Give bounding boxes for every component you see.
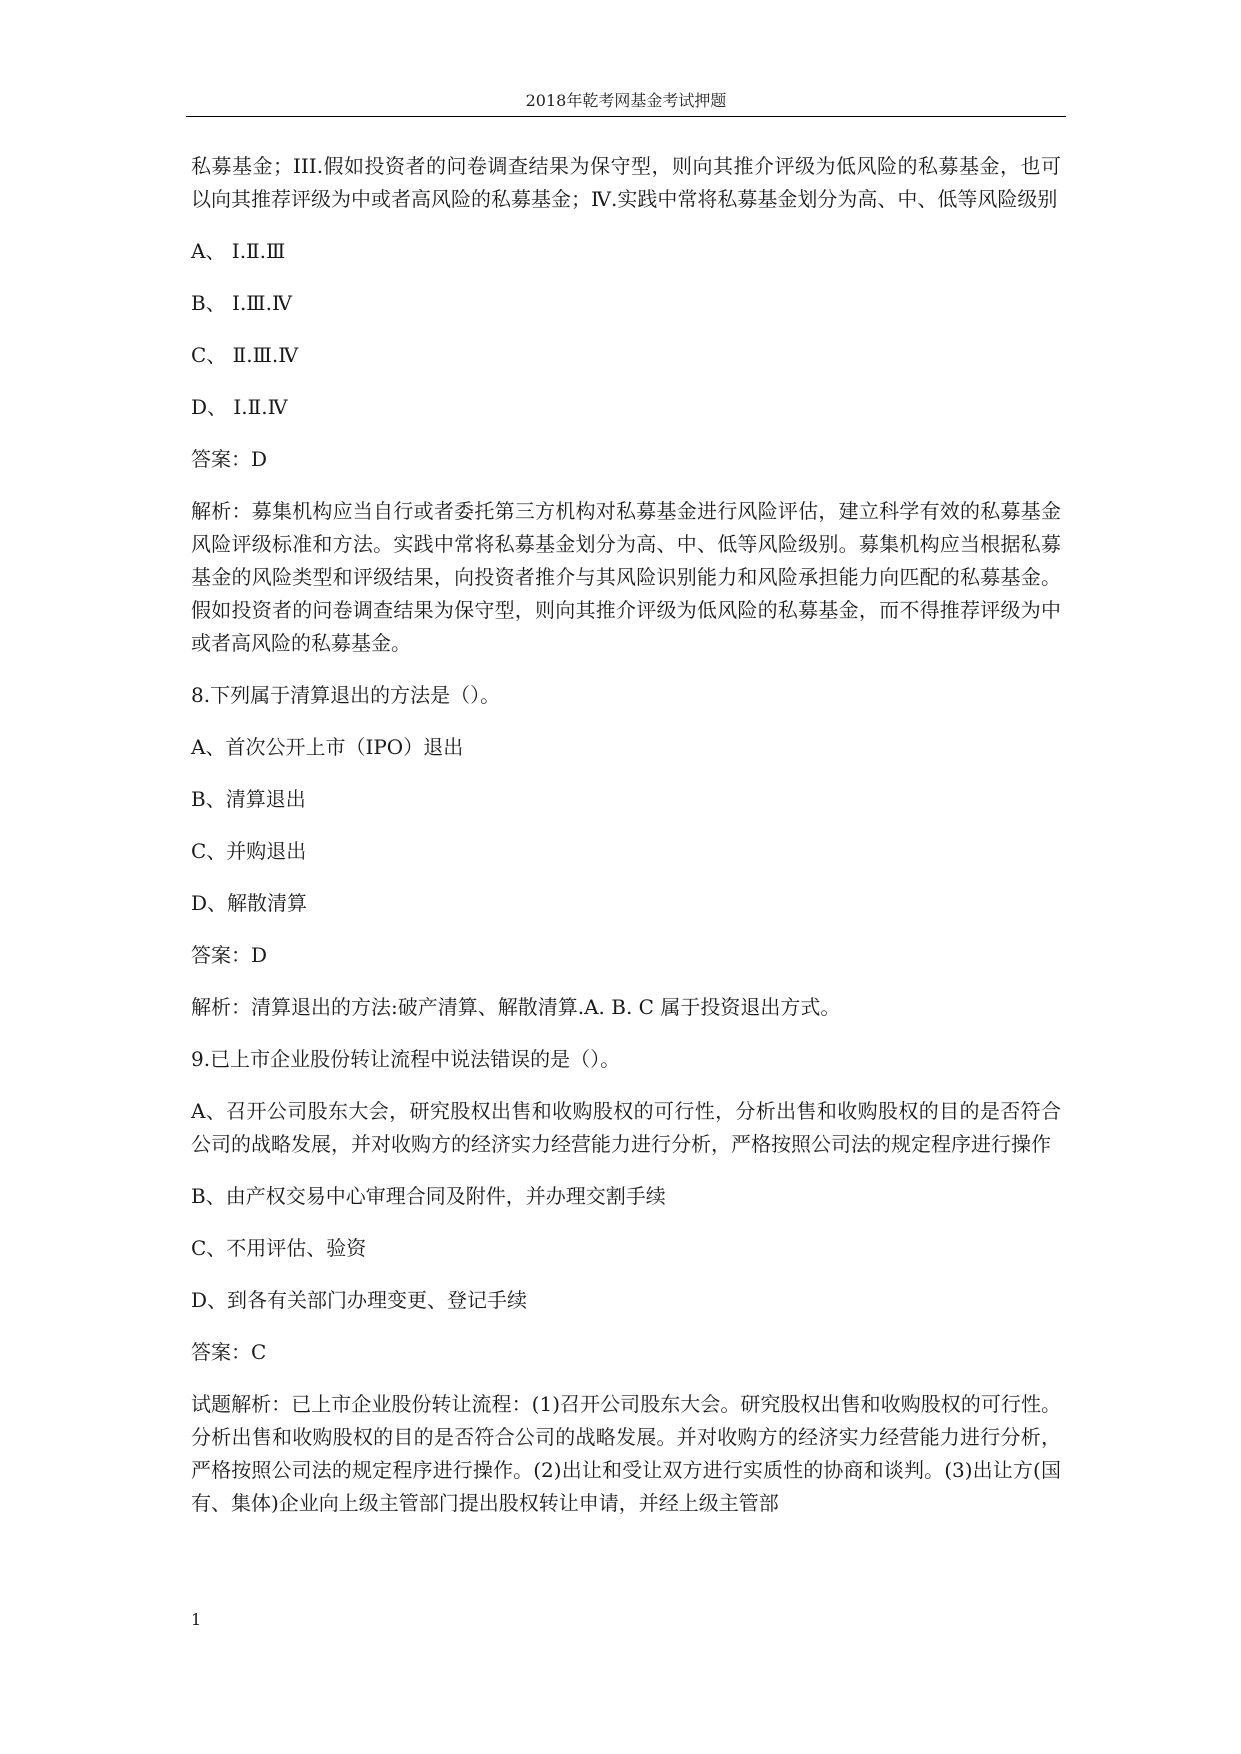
option-a: A、召开公司股东大会，研究股权出售和收购股权的可行性，分析出售和收购股权的目的是否符合公司的战略发展，并对收购方的经济实力经营能力进行分析，严格按照公司法的规定程序进行操作 (191, 1099, 1061, 1156)
option-c: C、 Ⅱ.Ⅲ.Ⅳ (191, 343, 299, 367)
option-a: A、首次公开上市（IPO）退出 (191, 735, 464, 759)
question-9: 9.已上市企业股份转让流程中说法错误的是（）。 (191, 1047, 621, 1071)
page-header-title: 2018年乾考网基金考试押题 (525, 91, 727, 110)
document-body (191, 150, 1061, 1539)
option-b: B、 Ⅰ.Ⅲ.Ⅳ (191, 291, 292, 315)
question-8: 8.下列属于清算退出的方法是（）。 (191, 683, 501, 707)
question-text-continued: 私募基金；III.假如投资者的问卷调查结果为保守型，则向其推介评级为低风险的私募基金，也可以向其推荐评级为中或者高风险的私募基金；Ⅳ.实践中常将私募基金划分为高、中、低等风险级别 (191, 154, 1061, 211)
answer: 答案：C (191, 1340, 267, 1364)
explanation: 解析：清算退出的方法:破产清算、解散清算.A. B. C 属于投资退出方式。 (191, 995, 841, 1019)
answer: 答案：D (191, 943, 268, 967)
answer: 答案：D (191, 447, 268, 471)
page-number: 1 (191, 1610, 202, 1629)
option-d: D、解散清算 (191, 891, 308, 915)
explanation: 试题解析：已上市企业股份转让流程：(1)召开公司股东大会。研究股权出售和收购股权的可行性。分析出售和收购股权的目的是否符合公司的战略发展。并对收购方的经济实力经营能力进行分析，严格按照公司法的规定程序进行操作。(2)出让和受让双方进行实质性的协商和谈判。(3)出让方(国有、集体)企业向上级主管部门提出股权转让申请，并经上级主管部 (191, 1392, 1061, 1515)
option-c: C、不用评估、验资 (191, 1236, 367, 1260)
option-d: D、 Ⅰ.Ⅱ.Ⅳ (191, 395, 288, 419)
header-divider (186, 116, 1066, 117)
option-b: B、清算退出 (191, 787, 306, 811)
option-a: A、 Ⅰ.Ⅱ.Ⅲ (191, 239, 286, 263)
option-d: D、到各有关部门办理变更、登记手续 (191, 1288, 528, 1312)
option-b: B、由产权交易中心审理合同及附件，并办理交割手续 (191, 1184, 666, 1208)
explanation: 解析：募集机构应当自行或者委托第三方机构对私募基金进行风险评估，建立科学有效的私募基金风险评级标准和方法。实践中常将私募基金划分为高、中、低等风险级别。募集机构应当根据私募基金的风险类型和评级结果，向投资者推介与其风险识别能力和风险承担能力向匹配的私募基金。假如投资者的问卷调查结果为保守型，则向其推介评级为低风险的私募基金，而不得推荐评级为中或者高风险的私募基金。 (191, 499, 1061, 655)
option-c: C、并购退出 (191, 839, 307, 863)
